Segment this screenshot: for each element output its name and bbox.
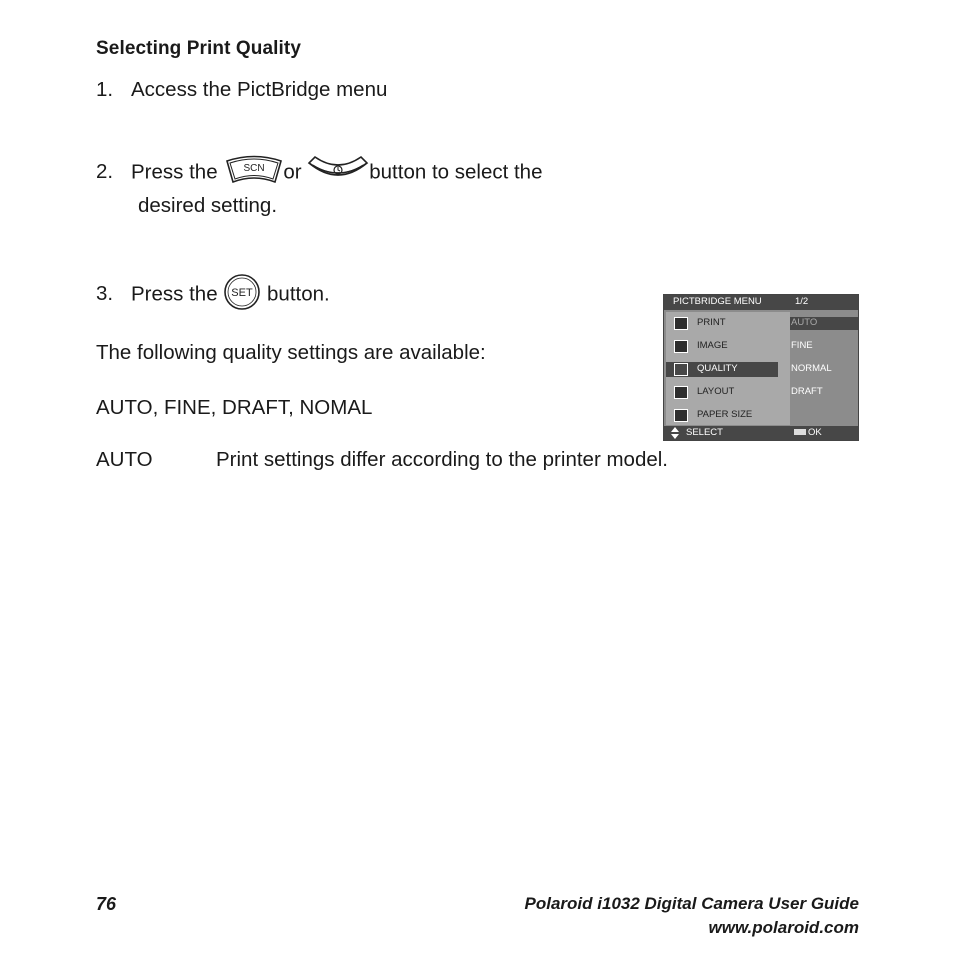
step-text-or: or [283,160,302,184]
quality-icon [674,363,688,376]
step-number: 3. [96,282,114,306]
scn-button-icon [225,154,283,192]
available-settings-text: The following quality settings are available: [96,341,486,364]
self-timer-button-icon [307,153,369,193]
menu-footer-bar [664,426,858,440]
step-text: button to select the [369,160,543,184]
step-text: Press the [131,160,218,184]
definition-term: AUTO [96,448,153,471]
menu-title: PICTBRIDGE MENU [673,296,762,307]
step-number: 1. [96,78,114,101]
menu-item-print [666,316,778,331]
footer-ok-label: OK [808,427,822,438]
layout-icon [674,386,688,399]
guide-title: Polaroid i1032 Digital Camera User Guide [524,894,859,913]
step-3 [96,273,330,317]
printer-icon [674,317,688,330]
paper-size-icon [674,409,688,422]
menu-page-indicator: 1/2 [795,296,809,307]
step-2 [96,153,542,193]
image-icon [674,340,688,353]
menu-item-label: QUALITY [697,363,738,374]
settings-list: AUTO, FINE, DRAFT, NOMAL [96,396,373,419]
set-mini-icon [794,429,806,435]
menu-item-label: IMAGE [697,340,728,351]
menu-option-auto: AUTO [790,317,858,330]
menu-option-draft: DRAFT [791,386,823,397]
scn-icon-label: SCN [243,163,265,174]
menu-item-label: PRINT [697,317,726,328]
menu-items-column [666,312,790,425]
step-text: Access the PictBridge menu [131,78,388,101]
menu-option-normal: NORMAL [791,363,832,374]
menu-item-image [666,339,778,354]
step-text: button. [267,282,330,306]
menu-option-fine: FINE [791,340,813,351]
step-number: 2. [96,160,114,184]
section-heading: Selecting Print Quality [96,38,302,59]
menu-title-bar [664,295,858,310]
menu-item-label: LAYOUT [697,386,735,397]
menu-item-layout [666,385,778,400]
menu-item-label: PAPER SIZE [697,409,753,420]
menu-options-column [790,312,858,425]
menu-item-paper-size [666,408,778,423]
footer-select-label: SELECT [686,427,723,438]
step-1 [96,78,387,102]
page-number: 76 [96,894,117,914]
set-icon-label: SET [231,287,254,299]
step-text: Press the [131,282,218,306]
set-button-icon [223,273,261,317]
pictbridge-menu-screen [663,294,859,441]
up-down-arrows-icon [670,427,680,439]
step-2-continuation: desired setting. [138,194,278,217]
definition-description: Print settings differ according to the printer model. [216,448,668,471]
menu-item-quality [666,362,778,377]
website: www.polaroid.com [708,918,859,937]
